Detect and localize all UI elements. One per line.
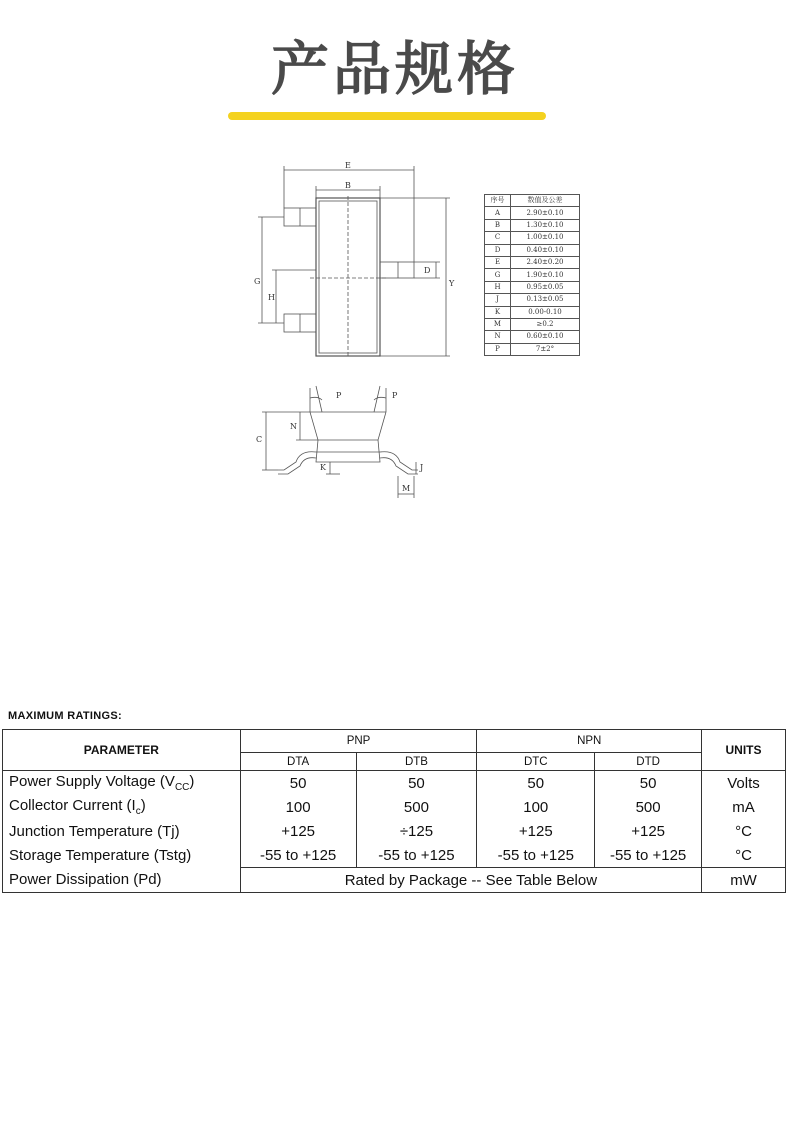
maximum-ratings-table	[2, 729, 786, 893]
unit-cell: mW	[702, 868, 786, 893]
spec-header-value: 数值及公差	[511, 195, 580, 207]
spec-cell-value: 7±2°	[511, 343, 580, 355]
value-cell: +125	[240, 819, 356, 843]
parameter-tail: )	[140, 797, 146, 814]
spec-cell-index: P	[485, 343, 511, 355]
spec-row	[485, 343, 580, 355]
spec-cell-index: C	[485, 232, 511, 244]
dim-label-j: J	[420, 463, 424, 472]
spec-cell-value: 2.40±0.20	[511, 256, 580, 268]
spec-cell-index: A	[485, 207, 511, 219]
dim-label-n: N	[290, 422, 297, 431]
ratings-row	[3, 819, 786, 843]
spec-row	[485, 256, 580, 268]
group-npn: NPN	[477, 730, 702, 753]
dim-label-p-right: P	[392, 391, 398, 400]
parameter-cell	[3, 795, 241, 819]
parameter-cell: Power Dissipation (Pd)	[3, 868, 241, 893]
unit-cell: mA	[702, 795, 786, 819]
ratings-row-power-dissipation	[3, 868, 786, 893]
parameter-cell	[3, 843, 241, 868]
spec-cell-index: H	[485, 281, 511, 293]
dim-label-g: G	[254, 277, 261, 286]
value-cell: 100	[477, 795, 595, 819]
spec-cell-index: E	[485, 256, 511, 268]
spec-cell-value: ≥0.2	[511, 318, 580, 330]
spec-cell-index: D	[485, 244, 511, 256]
value-cell: -55 to +125	[595, 843, 702, 868]
unit-cell: Volts	[702, 771, 786, 796]
ratings-group-header-row	[3, 730, 786, 753]
spec-cell-value: 0.40±0.10	[511, 244, 580, 256]
spec-cell-index: G	[485, 269, 511, 281]
spec-cell-value: 0.60±0.10	[511, 331, 580, 343]
spec-cell-value: 0.13±0.05	[511, 294, 580, 306]
power-dissipation-value: Rated by Package -- See Table Below	[240, 868, 701, 893]
ratings-row	[3, 795, 786, 819]
dim-label-d: D	[424, 266, 431, 275]
parameter-name: Storage Temperature (Tstg)	[9, 846, 192, 864]
model-dta: DTA	[240, 753, 356, 771]
spec-cell-value: 1.00±0.10	[511, 232, 580, 244]
spec-cell-index: K	[485, 306, 511, 318]
dim-label-y: Y	[449, 279, 455, 288]
model-dtc: DTC	[477, 753, 595, 771]
spec-row	[485, 232, 580, 244]
value-cell: 50	[240, 771, 356, 796]
spec-cell-index: M	[485, 318, 511, 330]
value-cell: 50	[595, 771, 702, 796]
parameter-cell	[3, 771, 241, 796]
parameter-name: Collector Current (I	[9, 797, 136, 814]
group-pnp: PNP	[240, 730, 477, 753]
spec-cell-value: 1.30±0.10	[511, 219, 580, 231]
model-dtd: DTD	[595, 753, 702, 771]
dimension-spec-table	[484, 194, 580, 356]
value-cell: +125	[595, 819, 702, 843]
model-dtb: DTB	[356, 753, 477, 771]
value-cell: ÷125	[356, 819, 477, 843]
maximum-ratings-label: MAXIMUM RATINGS:	[8, 710, 122, 722]
value-cell: -55 to +125	[477, 843, 595, 868]
dim-label-b: B	[345, 181, 351, 190]
spec-cell-value: 0.00-0.10	[511, 306, 580, 318]
units-header: UNITS	[702, 730, 786, 771]
parameter-tail: )	[189, 773, 195, 790]
dim-label-h: H	[268, 293, 275, 302]
parameter-name: Junction Temperature (Tj)	[9, 822, 180, 840]
spec-row	[485, 281, 580, 293]
spec-cell-value: 0.95±0.05	[511, 281, 580, 293]
parameter-header: PARAMETER	[3, 730, 241, 771]
ratings-row	[3, 843, 786, 868]
spec-row	[485, 244, 580, 256]
unit-cell: °C	[702, 843, 786, 868]
parameter-name: Power Supply Voltage (V	[9, 773, 175, 790]
value-cell: 50	[477, 771, 595, 796]
value-cell: 50	[356, 771, 477, 796]
spec-row	[485, 294, 580, 306]
page-title: 产品规格	[270, 35, 519, 103]
dim-label-m: M	[402, 484, 411, 493]
value-cell: 500	[595, 795, 702, 819]
value-cell: -55 to +125	[356, 843, 477, 868]
dim-label-k: K	[320, 463, 326, 472]
spec-row	[485, 269, 580, 281]
spec-row	[485, 306, 580, 318]
spec-cell-index: J	[485, 294, 511, 306]
spec-row	[485, 207, 580, 219]
value-cell: 500	[356, 795, 477, 819]
value-cell: -55 to +125	[240, 843, 356, 868]
dim-label-e: E	[345, 161, 351, 170]
spec-row	[485, 219, 580, 231]
dim-label-c: C	[256, 435, 263, 444]
spec-cell-value: 2.90±0.10	[511, 207, 580, 219]
value-cell: +125	[477, 819, 595, 843]
ratings-row	[3, 771, 786, 796]
unit-cell: °C	[702, 819, 786, 843]
spec-header-index: 序号	[485, 195, 511, 207]
spec-cell-index: B	[485, 219, 511, 231]
value-cell: 100	[240, 795, 356, 819]
parameter-subscript: CC	[174, 782, 190, 793]
spec-cell-index: N	[485, 331, 511, 343]
spec-cell-value: 1.90±0.10	[511, 269, 580, 281]
dim-label-p-left: P	[336, 391, 342, 400]
parameter-subscript: c	[135, 806, 141, 817]
package-dimension-drawing	[0, 0, 790, 520]
spec-header-row	[485, 195, 580, 207]
spec-row	[485, 331, 580, 343]
spec-row	[485, 318, 580, 330]
parameter-cell	[3, 819, 241, 843]
